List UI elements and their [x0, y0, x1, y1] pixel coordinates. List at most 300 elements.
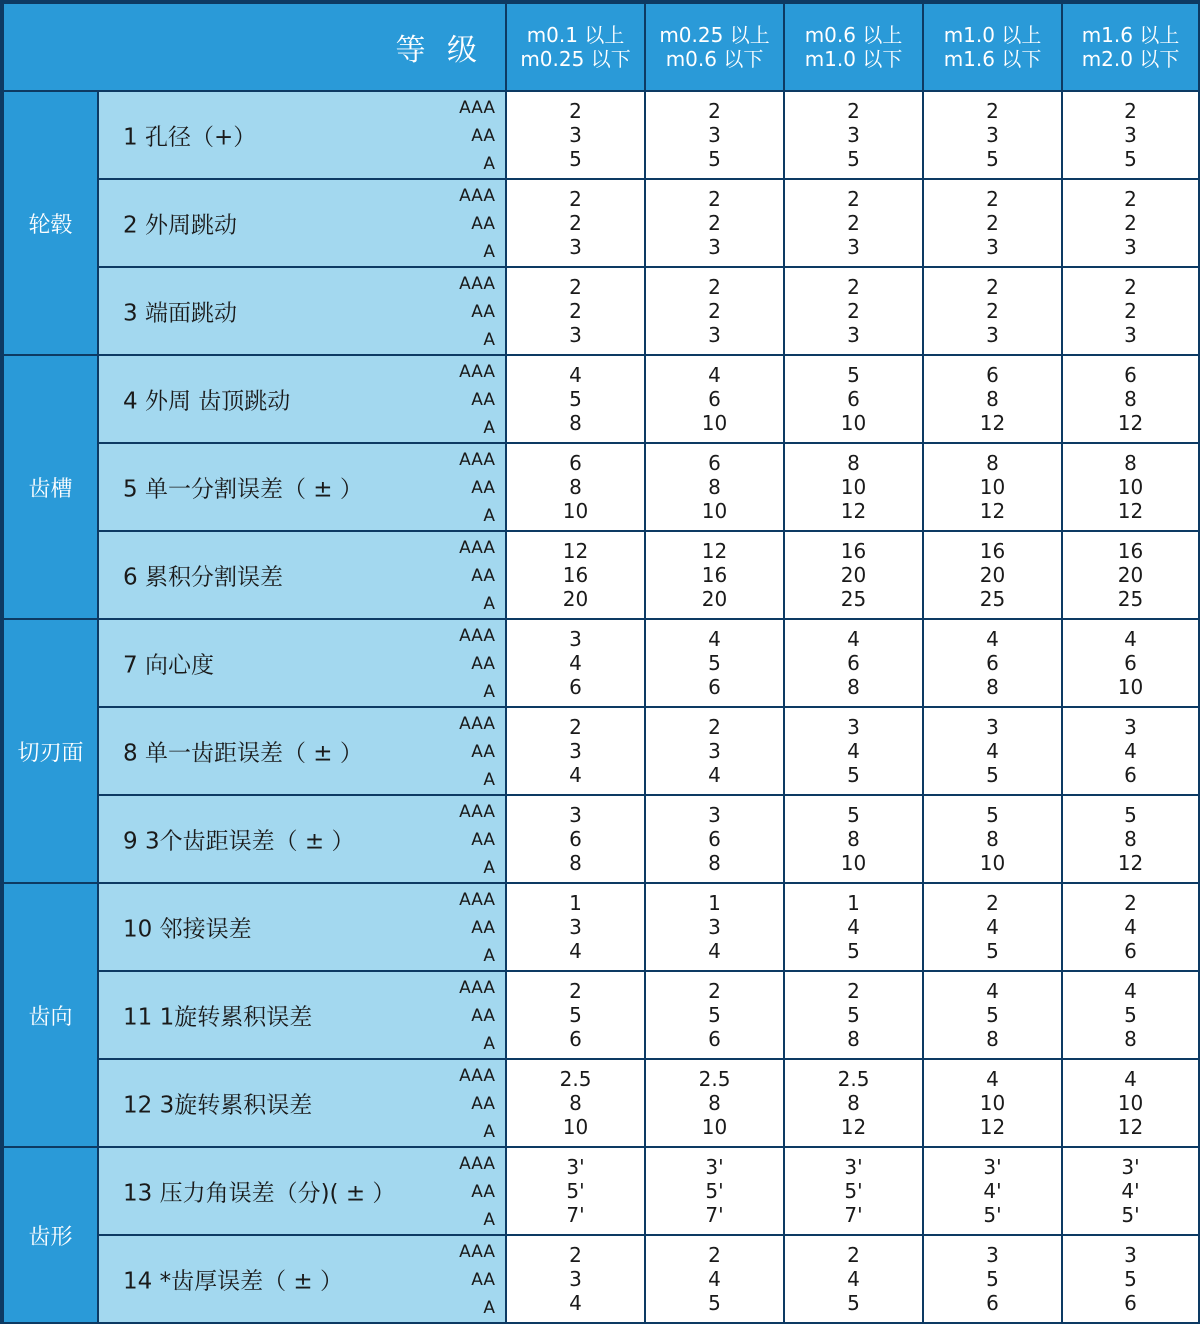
tolerance-value: 10: [979, 475, 1006, 499]
value-cell: [1062, 267, 1199, 355]
value-cell: [923, 179, 1062, 267]
tolerance-value: 5: [847, 1003, 860, 1027]
item-cell: [98, 883, 506, 971]
value-cell: [506, 971, 645, 1059]
tolerance-value: 3: [847, 123, 860, 147]
header-row: [3, 3, 1199, 91]
tolerance-value: 2: [1124, 299, 1137, 323]
grade-level-label: A: [483, 506, 496, 526]
item-cell: [98, 91, 506, 179]
item-name: 3 端面跳动: [123, 300, 237, 327]
tolerance-value: 3: [569, 803, 582, 827]
value-cell: [784, 795, 923, 883]
tolerance-value: 4: [1124, 915, 1137, 939]
grade-levels: [459, 98, 495, 174]
value-cell: [506, 795, 645, 883]
item-name: 1 孔径（+）: [123, 124, 257, 151]
tolerance-value: 4: [708, 939, 721, 963]
item-name: 14 *齿厚误差（ ± ）: [123, 1268, 343, 1295]
grade-levels: [459, 802, 495, 878]
value-cell: [784, 883, 923, 971]
table-row: [3, 971, 1199, 1059]
grade-level-label: AAA: [459, 274, 496, 294]
item-cell: [98, 619, 506, 707]
tolerance-value: 1: [847, 891, 860, 915]
tolerance-value: 16: [840, 539, 867, 563]
tolerance-value: 6: [708, 451, 721, 475]
value-cell: [645, 1059, 784, 1147]
tolerance-value: 5: [1124, 803, 1137, 827]
tolerance-value: 3: [569, 235, 582, 259]
value-cell: [1062, 443, 1199, 531]
tolerance-value: 5: [986, 147, 999, 171]
tolerance-value: 3: [986, 323, 999, 347]
tolerance-value: 3: [708, 739, 721, 763]
grade-level-label: A: [483, 1210, 496, 1230]
value-cell: [645, 883, 784, 971]
tolerance-value: 8: [986, 827, 999, 851]
table-row: [3, 795, 1199, 883]
category-label: 齿向: [3, 883, 98, 1147]
grade-levels: [459, 450, 495, 526]
tolerance-value: 3: [569, 739, 582, 763]
value-cell: [1062, 355, 1199, 443]
tolerance-value: 6: [1124, 763, 1137, 787]
grade-level-label: AA: [471, 1182, 496, 1202]
tolerance-value: 2: [569, 275, 582, 299]
tolerance-value: 2: [569, 715, 582, 739]
tolerance-value: 5: [847, 939, 860, 963]
grade-levels: [459, 626, 495, 702]
tolerance-value: 12: [840, 1115, 867, 1139]
value-cell: [645, 795, 784, 883]
value-cell: [1062, 971, 1199, 1059]
tolerance-value: 6: [708, 675, 721, 699]
tolerance-value: 2: [986, 299, 999, 323]
value-cell: [506, 883, 645, 971]
module-range-header: m1.6 以上 m2.0 以下: [1062, 3, 1199, 91]
tolerance-value: 7': [705, 1203, 724, 1227]
tolerance-value: 12: [979, 1115, 1006, 1139]
grade-level-label: AA: [471, 1270, 496, 1290]
grade-level-label: AAA: [459, 626, 496, 646]
item-cell: [98, 443, 506, 531]
value-cell: [1062, 883, 1199, 971]
value-cell: [645, 91, 784, 179]
value-cell: [923, 531, 1062, 619]
value-cell: [923, 1235, 1062, 1323]
grade-level-label: A: [483, 1122, 496, 1142]
tolerance-value: 4: [569, 651, 582, 675]
value-cell: [784, 1235, 923, 1323]
table-row: [3, 91, 1199, 179]
tolerance-value: 8: [569, 1091, 582, 1115]
tolerance-value: 4: [708, 627, 721, 651]
tolerance-value: 5: [986, 939, 999, 963]
tolerance-value: 8: [1124, 451, 1137, 475]
tolerance-value: 12: [562, 539, 589, 563]
tolerance-value: 5: [847, 803, 860, 827]
grade-level-label: AA: [471, 390, 496, 410]
grade-level-label: A: [483, 1298, 496, 1318]
item-cell: [98, 1059, 506, 1147]
tolerance-value: 16: [701, 563, 728, 587]
tolerance-value: 6: [1124, 363, 1137, 387]
tolerance-value: 5: [847, 1291, 860, 1315]
tolerance-value: 2.5: [698, 1067, 731, 1091]
tolerance-value: 2: [847, 275, 860, 299]
tolerance-value: 3: [986, 715, 999, 739]
tolerance-value: 3: [708, 803, 721, 827]
tolerance-value: 8: [708, 1091, 721, 1115]
tolerance-value: 2: [569, 99, 582, 123]
tolerance-value: 3: [986, 235, 999, 259]
table-row: [3, 1235, 1199, 1323]
value-cell: [923, 619, 1062, 707]
value-cell: [506, 355, 645, 443]
tolerance-value: 10: [840, 851, 867, 875]
value-cell: [506, 91, 645, 179]
tolerance-value: 8: [569, 851, 582, 875]
tolerance-value: 2: [1124, 187, 1137, 211]
tolerance-value: 6: [569, 827, 582, 851]
tolerance-value: 4: [569, 939, 582, 963]
tolerance-value: 3: [1124, 715, 1137, 739]
tolerance-value: 4: [986, 915, 999, 939]
value-cell: [784, 355, 923, 443]
tolerance-value: 4: [708, 363, 721, 387]
tolerance-value: 3: [1124, 123, 1137, 147]
tolerance-value: 2: [986, 891, 999, 915]
tolerance-value: 8: [708, 851, 721, 875]
tolerance-value: 12: [701, 539, 728, 563]
value-cell: [1062, 1147, 1199, 1235]
grade-level-label: AAA: [459, 538, 496, 558]
tolerance-value: 4: [569, 363, 582, 387]
table-row: [3, 267, 1199, 355]
tolerance-value: 2: [847, 1243, 860, 1267]
tolerance-value: 2: [986, 275, 999, 299]
tolerance-value: 5': [566, 1179, 585, 1203]
tolerance-value: 20: [562, 587, 589, 611]
tolerance-value: 2: [708, 99, 721, 123]
item-name: 7 向心度: [123, 652, 214, 679]
tolerance-value: 4': [983, 1179, 1002, 1203]
tolerance-value: 25: [979, 587, 1006, 611]
tolerance-value: 2.5: [837, 1067, 870, 1091]
value-cell: [1062, 619, 1199, 707]
tolerance-value: 5': [1121, 1203, 1140, 1227]
item-name: 8 单一齿距误差（ ± ）: [123, 740, 363, 767]
tolerance-value: 25: [1117, 587, 1144, 611]
value-cell: [1062, 1235, 1199, 1323]
grade-level-label: A: [483, 418, 496, 438]
tolerance-value: 8: [1124, 1027, 1137, 1051]
item-cell: [98, 267, 506, 355]
tolerance-value: 8: [847, 1027, 860, 1051]
value-cell: [645, 531, 784, 619]
item-cell: [98, 355, 506, 443]
tolerance-value: 5: [1124, 1003, 1137, 1027]
value-cell: [923, 1059, 1062, 1147]
value-cell: [506, 1059, 645, 1147]
tolerance-value: 3: [569, 627, 582, 651]
value-cell: [506, 179, 645, 267]
grade-level-label: AA: [471, 214, 496, 234]
tolerance-value: 10: [840, 411, 867, 435]
tolerance-value: 8: [569, 411, 582, 435]
value-cell: [923, 971, 1062, 1059]
tolerance-value: 6: [986, 363, 999, 387]
tolerance-value: 4: [1124, 739, 1137, 763]
tolerance-value: 8: [1124, 387, 1137, 411]
tolerance-value: 6: [847, 651, 860, 675]
grade-level-label: AA: [471, 566, 496, 586]
grade-levels: [459, 890, 495, 966]
grade-level-label: AA: [471, 742, 496, 762]
grade-level-label: AAA: [459, 1066, 496, 1086]
tolerance-value: 10: [979, 1091, 1006, 1115]
tolerance-value: 10: [979, 851, 1006, 875]
item-name: 11 1旋转累积误差: [123, 1004, 313, 1031]
value-cell: [923, 91, 1062, 179]
tolerance-value: 3': [566, 1155, 585, 1179]
table-body: [3, 91, 1199, 1323]
tolerance-value: 2: [1124, 99, 1137, 123]
item-cell: [98, 971, 506, 1059]
value-cell: [784, 619, 923, 707]
tolerance-value: 6: [986, 1291, 999, 1315]
tolerance-value: 6: [569, 451, 582, 475]
tolerance-value: 3: [708, 235, 721, 259]
tolerance-value: 1: [569, 891, 582, 915]
module-range-header: m0.6 以上 m1.0 以下: [784, 3, 923, 91]
tolerance-value: 3': [844, 1155, 863, 1179]
tolerance-value: 2.5: [559, 1067, 592, 1091]
item-name: 5 单一分割误差（ ± ）: [123, 476, 363, 503]
category-label: 轮毂: [3, 91, 98, 355]
grade-level-label: A: [483, 682, 496, 702]
grade-level-label: A: [483, 770, 496, 790]
tolerance-value: 5: [986, 763, 999, 787]
tolerance-value: 2: [708, 275, 721, 299]
item-cell: [98, 531, 506, 619]
tolerance-value: 3: [708, 123, 721, 147]
tolerance-value: 5: [847, 763, 860, 787]
value-cell: [784, 1147, 923, 1235]
tolerance-value: 5: [986, 1003, 999, 1027]
tolerance-value: 2: [986, 99, 999, 123]
tolerance-value: 6: [708, 827, 721, 851]
tolerance-value: 2: [847, 99, 860, 123]
tolerance-value: 5: [986, 803, 999, 827]
grade-level-label: AA: [471, 654, 496, 674]
tolerance-value: 4': [1121, 1179, 1140, 1203]
module-range-header: m0.1 以上 m0.25 以下: [506, 3, 645, 91]
tolerance-value: 12: [979, 411, 1006, 435]
grade-level-label: A: [483, 1034, 496, 1054]
grade-levels: [459, 714, 495, 790]
tolerance-value: 5': [705, 1179, 724, 1203]
tolerance-value: 3: [1124, 323, 1137, 347]
value-cell: [784, 267, 923, 355]
tolerance-value: 6: [708, 387, 721, 411]
value-cell: [645, 707, 784, 795]
grade-level-label: AAA: [459, 362, 496, 382]
value-cell: [506, 707, 645, 795]
tolerance-value: 12: [840, 499, 867, 523]
item-cell: [98, 1147, 506, 1235]
tolerance-table: [2, 2, 1200, 1324]
item-cell: [98, 1235, 506, 1323]
tolerance-value: 5: [569, 1003, 582, 1027]
tolerance-value: 2: [986, 211, 999, 235]
tolerance-value: 5': [844, 1179, 863, 1203]
grade-level-label: AAA: [459, 802, 496, 822]
tolerance-value: 10: [701, 499, 728, 523]
value-cell: [506, 531, 645, 619]
value-cell: [506, 267, 645, 355]
tolerance-value: 8: [986, 675, 999, 699]
tolerance-value: 6: [569, 1027, 582, 1051]
tolerance-value: 5: [708, 1291, 721, 1315]
tolerance-value: 8: [708, 475, 721, 499]
tolerance-value: 2: [847, 979, 860, 1003]
tolerance-value: 2: [847, 299, 860, 323]
tolerance-value: 3': [705, 1155, 724, 1179]
grade-levels: [459, 362, 495, 438]
value-cell: [784, 971, 923, 1059]
tolerance-value: 5: [847, 147, 860, 171]
grade-levels: [459, 978, 495, 1054]
grade-level-label: AAA: [459, 978, 496, 998]
tolerance-value: 8: [986, 1027, 999, 1051]
tolerance-value: 20: [701, 587, 728, 611]
tolerance-value: 4: [986, 979, 999, 1003]
grade-levels: [459, 186, 495, 262]
grade-level-label: AAA: [459, 1242, 496, 1262]
tolerance-value: 2: [569, 187, 582, 211]
grade-level-label: AA: [471, 1006, 496, 1026]
item-name: 10 邻接误差: [123, 916, 252, 943]
grade-level-label: A: [483, 242, 496, 262]
tolerance-value: 3: [569, 1267, 582, 1291]
value-cell: [923, 1147, 1062, 1235]
tolerance-value: 8: [847, 451, 860, 475]
tolerance-value: 2: [708, 299, 721, 323]
tolerance-value: 3: [847, 323, 860, 347]
tolerance-value: 4: [986, 1067, 999, 1091]
tolerance-value: 12: [979, 499, 1006, 523]
value-cell: [923, 883, 1062, 971]
grade-level-label: AA: [471, 918, 496, 938]
grade-header: 等 级: [3, 3, 506, 91]
tolerance-value: 2: [708, 1243, 721, 1267]
tolerance-value: 2: [1124, 275, 1137, 299]
tolerance-value: 5: [569, 147, 582, 171]
grade-levels: [459, 538, 495, 614]
item-cell: [98, 707, 506, 795]
tolerance-value: 5: [986, 1267, 999, 1291]
category-label: 齿形: [3, 1147, 98, 1323]
item-name: 2 外周跳动: [123, 212, 237, 239]
value-cell: [1062, 1059, 1199, 1147]
table-row: [3, 179, 1199, 267]
value-cell: [645, 1235, 784, 1323]
grade-level-label: A: [483, 594, 496, 614]
value-cell: [645, 267, 784, 355]
tolerance-value: 2: [708, 715, 721, 739]
tolerance-value: 4: [986, 739, 999, 763]
value-cell: [1062, 531, 1199, 619]
tolerance-value: 8: [986, 451, 999, 475]
tolerance-value: 12: [1117, 1115, 1144, 1139]
value-cell: [1062, 179, 1199, 267]
grade-level-label: AAA: [459, 450, 496, 470]
value-cell: [784, 531, 923, 619]
tolerance-value: 6: [1124, 651, 1137, 675]
value-cell: [784, 707, 923, 795]
tolerance-value: 2: [708, 211, 721, 235]
grade-levels: [459, 1066, 495, 1142]
tolerance-value: 5: [708, 651, 721, 675]
tolerance-value: 8: [847, 827, 860, 851]
tolerance-value: 10: [1117, 1091, 1144, 1115]
grade-level-label: AAA: [459, 1154, 496, 1174]
tolerance-value: 4: [1124, 627, 1137, 651]
tolerance-value: 3: [708, 915, 721, 939]
grade-level-label: A: [483, 154, 496, 174]
tolerance-value: 3: [569, 123, 582, 147]
grade-level-label: AAA: [459, 98, 496, 118]
tolerance-value: 8: [986, 387, 999, 411]
item-cell: [98, 795, 506, 883]
tolerance-value: 10: [562, 499, 589, 523]
tolerance-value: 4: [569, 763, 582, 787]
table-row: [3, 707, 1199, 795]
tolerance-value: 4: [847, 627, 860, 651]
tolerance-value: 8: [1124, 827, 1137, 851]
tolerance-value: 2: [569, 211, 582, 235]
value-cell: [784, 179, 923, 267]
item-name: 9 3个齿距误差（ ± ）: [123, 828, 355, 855]
value-cell: [784, 1059, 923, 1147]
tolerance-value: 2: [847, 211, 860, 235]
grade-level-label: AA: [471, 830, 496, 850]
item-name: 4 外周 齿顶跳动: [123, 388, 291, 415]
value-cell: [923, 795, 1062, 883]
category-label: 齿槽: [3, 355, 98, 619]
value-cell: [645, 619, 784, 707]
value-cell: [923, 267, 1062, 355]
tolerance-value: 4: [569, 1291, 582, 1315]
grade-levels: [459, 1242, 495, 1318]
value-cell: [1062, 91, 1199, 179]
tolerance-value: 4: [847, 739, 860, 763]
tolerance-value: 6: [1124, 939, 1137, 963]
tolerance-value: 20: [1117, 563, 1144, 587]
category-label: 切刃面: [3, 619, 98, 883]
table-row: [3, 619, 1199, 707]
tolerance-value: 7': [566, 1203, 585, 1227]
value-cell: [923, 707, 1062, 795]
tolerance-value: 6: [1124, 1291, 1137, 1315]
grade-level-label: AAA: [459, 890, 496, 910]
tolerance-value: 4: [1124, 979, 1137, 1003]
tolerance-value: 16: [562, 563, 589, 587]
tolerance-value: 4: [847, 1267, 860, 1291]
tolerance-value: 12: [1117, 411, 1144, 435]
